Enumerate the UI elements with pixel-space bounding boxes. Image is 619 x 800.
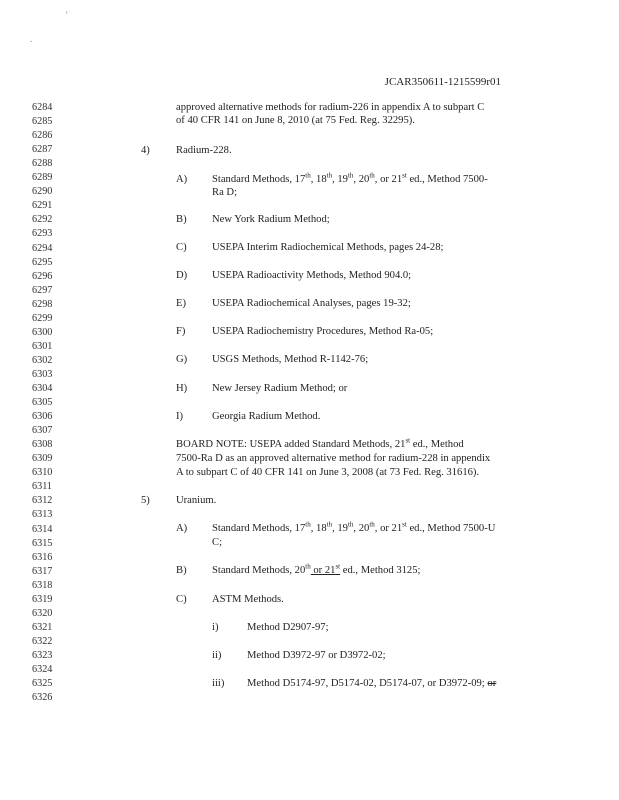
line-number: 6315 <box>32 537 53 549</box>
board-note-line: BOARD NOTE: USEPA added Standard Methods, 21st ed., Method <box>176 436 464 450</box>
item-label: B) <box>176 214 187 225</box>
item-text: Ra D; <box>212 187 238 198</box>
subitem-text: Method D3972-97 or D3972-02; <box>247 650 386 661</box>
item-text: USEPA Interim Radiochemical Methods, pages 24-28; <box>212 242 444 253</box>
item-label: C) <box>176 242 187 253</box>
line-number: 6285 <box>32 116 53 128</box>
line-number: 6299 <box>32 312 53 324</box>
item-text: USEPA Radioactivity Methods, Method 904.0; <box>212 270 412 281</box>
section-title: Radium-228. <box>176 145 232 156</box>
section-title: Uranium. <box>176 495 217 506</box>
line-number: 6322 <box>32 635 53 647</box>
line-number: 6310 <box>32 467 53 479</box>
item-text: USEPA Radiochemical Analyses, pages 19-32; <box>212 298 411 309</box>
line-number: 6311 <box>32 481 52 493</box>
item-label: C) <box>176 594 187 605</box>
line-number: 6292 <box>32 214 53 226</box>
item-text: Standard Methods, 17th, 18th, 19th, 20th, or 21st ed., Method 7500-U <box>212 520 496 534</box>
line-number: 6306 <box>32 411 53 423</box>
line-number: 6313 <box>32 509 53 521</box>
item-text: C; <box>212 537 223 548</box>
line-number: 6291 <box>32 200 53 212</box>
line-number: 6326 <box>32 692 53 704</box>
item-label: H) <box>176 383 188 394</box>
board-note-line: 7500-Ra D as an approved alternative method for radium-228 in appendix <box>176 453 491 464</box>
section-number: 4) <box>141 145 150 156</box>
board-note-line: A to subpart C of 40 CFR 141 on June 3, 2008 (at 73 Fed. Reg. 31616). <box>176 467 480 478</box>
item-label: E) <box>176 298 186 309</box>
subitem-label: iii) <box>212 678 225 689</box>
item-label: B) <box>176 565 187 576</box>
scan-mark: . <box>30 34 33 44</box>
line-number: 6289 <box>32 172 53 184</box>
section-number: 5) <box>141 495 150 506</box>
line-number: 6312 <box>32 495 53 507</box>
item-text: USEPA Radiochemistry Procedures, Method Ra-05; <box>212 326 434 337</box>
item-label: G) <box>176 354 188 365</box>
line-number: 6317 <box>32 565 53 577</box>
line-number: 6294 <box>32 242 53 254</box>
item-label: I) <box>176 411 184 422</box>
line-number: 6303 <box>32 368 53 380</box>
line-number: 6309 <box>32 453 53 465</box>
line-number: 6288 <box>32 158 53 170</box>
line-number: 6316 <box>32 551 53 563</box>
item-label: A) <box>176 523 188 534</box>
text-line: approved alternative methods for radium-226 in appendix A to subpart C <box>176 102 485 113</box>
line-number: 6300 <box>32 326 53 338</box>
item-text: Standard Methods, 20th or 21st ed., Method 3125; <box>212 562 421 576</box>
item-label: A) <box>176 174 188 185</box>
line-number: 6325 <box>32 678 53 690</box>
subitem-label: ii) <box>212 650 222 661</box>
line-number: 6305 <box>32 397 53 409</box>
line-number: 6296 <box>32 270 53 282</box>
subitem-text: Method D5174-97, D5174-02, D5174-07, or D3972-09; or <box>247 678 497 689</box>
line-number: 6323 <box>32 649 53 661</box>
line-number: 6298 <box>32 298 53 310</box>
text-line: of 40 CFR 141 on June 8, 2010 (at 75 Fed. Reg. 32295). <box>176 115 415 126</box>
line-number: 6304 <box>32 383 53 394</box>
line-number: 6319 <box>32 593 53 605</box>
item-text: New York Radium Method; <box>212 214 330 225</box>
line-number: 6308 <box>32 439 53 451</box>
line-number: 6293 <box>32 228 53 240</box>
deleted-text: or <box>487 678 497 689</box>
line-number: 6302 <box>32 354 53 366</box>
line-number: 6297 <box>32 284 53 296</box>
inserted-text: or 21st <box>310 562 341 576</box>
item-text: New Jersey Radium Method; or <box>212 383 348 394</box>
scan-mark: ' <box>66 10 68 20</box>
line-number: 6320 <box>32 607 53 619</box>
line-number: 6307 <box>32 425 53 437</box>
document-id: JCAR350611-1215599r01 <box>384 76 501 88</box>
item-text: Standard Methods, 17th, 18th, 19th, 20th, or 21st ed., Method 7500- <box>212 171 488 185</box>
line-number: 6321 <box>32 621 53 633</box>
line-number: 6301 <box>32 340 53 352</box>
item-label: F) <box>176 326 186 337</box>
subitem-label: i) <box>212 622 219 633</box>
line-number: 6324 <box>32 664 53 675</box>
line-number: 6318 <box>32 579 53 591</box>
line-number: 6287 <box>32 144 53 156</box>
item-text: ASTM Methods. <box>212 594 284 605</box>
line-number: 6295 <box>32 256 53 268</box>
line-number: 6290 <box>32 186 53 198</box>
line-number: 6284 <box>32 102 53 113</box>
item-text: Georgia Radium Method. <box>212 411 321 422</box>
subitem-text: Method D2907-97; <box>247 622 329 633</box>
item-text: USGS Methods, Method R-1142-76; <box>212 354 369 365</box>
item-label: D) <box>176 270 188 281</box>
line-number: 6314 <box>32 523 53 535</box>
line-number: 6286 <box>32 130 53 142</box>
